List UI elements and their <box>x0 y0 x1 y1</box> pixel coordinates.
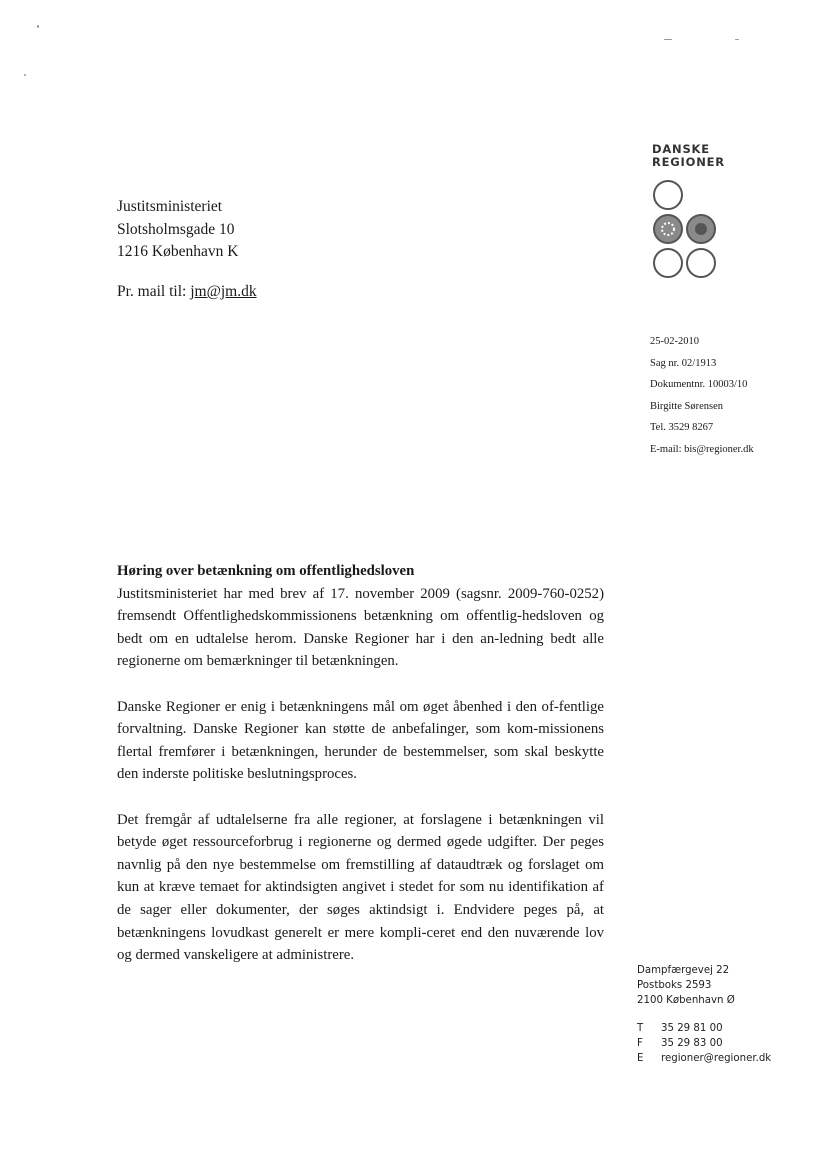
logo-line: DANSKE <box>652 142 710 156</box>
meta-phone: Tel. 3529 8267 <box>650 422 714 434</box>
footer-contacts <box>637 1021 771 1067</box>
mail-line <box>117 283 257 301</box>
meta-contact-name: Birgitte Sørensen <box>650 400 724 412</box>
recipient-line: Justitsministeriet <box>117 198 223 215</box>
scan-speck <box>37 25 39 28</box>
letter-subject: Høring over betænkning om offentlighedsloven <box>117 563 415 579</box>
letter-paragraph: Det fremgår af udtalelserne fra alle regioner, at forslagene i betænkningen vil betyde øget ressourceforbrug i regionerne og dermed øgede udgifter. Der peges navnlig på den nye bestemmelse om fremstilling af dataudtræk og forslaget om kun at kræve temaet for aktindsigten angivet i stedet for som nu identifikation af de sager eller dokumenter, der søges aktindsigt i. Endvidere peges på, at betænkningens lovudkast generelt er mere kompli-ceret end den nuværende lov og dermed vanskeligere at administrere. <box>117 811 604 964</box>
logo-text <box>652 143 725 169</box>
recipient-line: 1216 København K <box>117 243 239 260</box>
contact-value: 35 29 81 00 <box>661 1022 723 1034</box>
meta-date: 25-02-2010 <box>650 336 699 347</box>
meta-email[interactable]: E-mail: bis@regioner.dk <box>650 443 754 455</box>
scan-speck <box>664 39 672 40</box>
letter-body <box>117 560 604 989</box>
recipient-line: Slotsholmsgade 10 <box>117 220 235 238</box>
footer-address-line: Dampfærgevej 22 <box>637 965 730 976</box>
mail-link[interactable]: jm@jm.dk <box>190 283 257 300</box>
contact-value[interactable]: regioner@regioner.dk <box>661 1053 772 1065</box>
logo-line: REGIONER <box>652 155 725 169</box>
recipient-address <box>117 196 238 264</box>
sender-footer <box>637 963 771 1066</box>
footer-address-line: Postboks 2593 <box>637 980 712 992</box>
footer-contact-fax <box>637 1036 771 1051</box>
contact-key: E <box>637 1053 644 1065</box>
footer-contact-email <box>637 1051 771 1066</box>
footer-contact-phone <box>637 1021 771 1036</box>
contact-value: 35 29 83 00 <box>661 1037 723 1049</box>
scan-speck <box>24 74 26 76</box>
letter-meta <box>650 331 754 461</box>
mail-label: Pr. mail til: <box>117 283 187 300</box>
scan-speck <box>735 39 739 40</box>
letter-paragraph: Danske Regioner er enig i betænkningens mål om øget åbenhed i den of-fentlige forvaltning. Danske Regioner kan støtte de anbefalinger, som kom-missionens flertal fremfører i betænkningen, herunder de bestemmelser, som skal beskytte den inderste politiske beslutningsproces. <box>117 698 604 783</box>
meta-case-number: Sag nr. 02/1913 <box>650 357 717 369</box>
footer-address-line: 2100 København Ø <box>637 995 735 1007</box>
letter-paragraph: Justitsministeriet har med brev af 17. november 2009 (sagsnr. 2009-760-0252) fremsendt Offentlighedskommissionens betænkning om offentlig-hedsloven og bedt om en udtalelse herom. Danske Regioner har i den an-ledning bedt alle regionerne om bemærkninger til betænkningen. <box>117 585 604 670</box>
meta-document-number: Dokumentnr. 10003/10 <box>650 379 748 391</box>
contact-key: T <box>637 1022 644 1034</box>
logo-circles-icon <box>648 177 728 287</box>
contact-key: F <box>637 1037 643 1049</box>
